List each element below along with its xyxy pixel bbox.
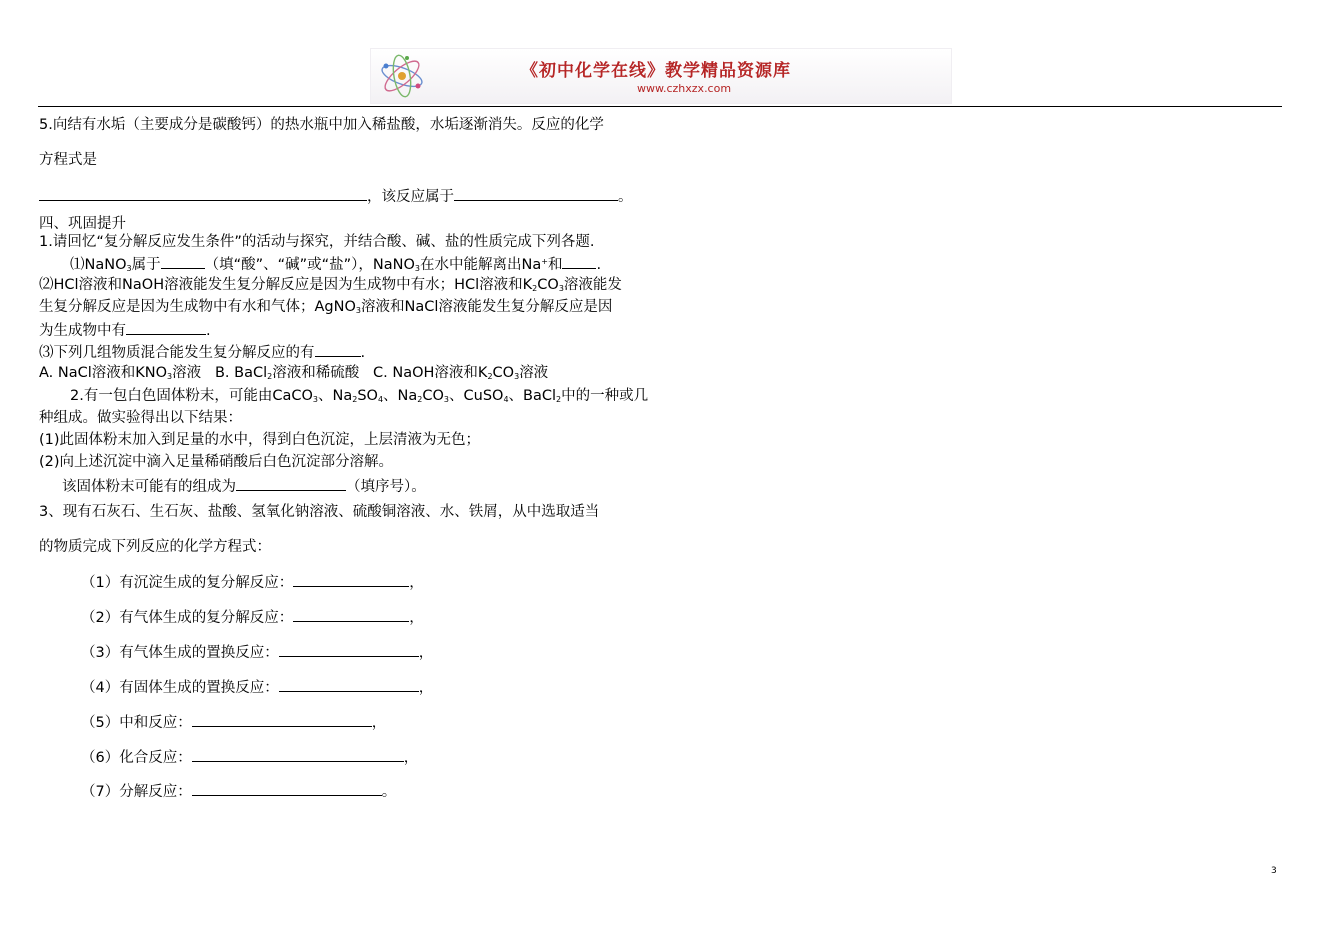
p2-line4: (2)向上述沉淀中滴入足量稀硝酸后白色沉淀部分溶解。 [39, 454, 394, 470]
p1-sub1: ⑴NaNO$_3$属于 （填“酸”、“碱”或“盐”），NaNO$_3$在水中能解离出Na+和 . [70, 254, 601, 274]
p1-sub3: ⑶下列几组物质混合能发生复分解反应的有 . [39, 342, 365, 362]
banner-title: 《初中化学在线》教学精品资源库 [521, 61, 791, 81]
header-banner [370, 48, 952, 104]
answer-blank[interactable] [279, 677, 419, 692]
q5-line2: 方程式是 [39, 152, 97, 168]
p3-line2: 的物质完成下列反应的化学方程式： [39, 539, 271, 555]
answer-blank[interactable] [126, 320, 206, 335]
answer-blank[interactable] [39, 186, 367, 201]
answer-blank[interactable] [236, 476, 346, 491]
answer-blank[interactable] [192, 712, 372, 727]
p3-item: （3）有气体生成的置换反应： ， [81, 642, 433, 662]
banner-url: www.czhxzx.com [637, 82, 732, 95]
answer-blank[interactable] [279, 642, 419, 657]
answer-blank[interactable] [293, 572, 409, 587]
p3-item: （6）化合反应： ， [81, 747, 418, 767]
answer-blank[interactable] [192, 747, 404, 762]
q5-line1: 5.向结有水垢（主要成分是碳酸钙）的热水瓶中加入稀盐酸，水垢逐渐消失。反应的化学 [39, 117, 604, 133]
header-rule [38, 106, 1282, 107]
p2-line1: 2.有一包白色固体粉末，可能由CaCO$_3$、$Na_2SO_4$、$Na_2CO_3$、CuSO$_4$、BaCl$_2$中的一种或几 [70, 388, 649, 404]
section-heading: 四、巩固提升 [39, 216, 126, 232]
p2-line2: 种组成。做实验得出以下结果： [39, 410, 242, 426]
p3-item: （7）分解反应： 。 [81, 781, 396, 801]
p3-item: （5）中和反应： ， [81, 712, 386, 732]
p3-line1: 3、现有石灰石、生石灰、盐酸、氢氧化钠溶液、硫酸铜溶液、水、铁屑，从中选取适当 [39, 504, 600, 520]
atom-logo-icon [377, 53, 427, 99]
p3-item: （4）有固体生成的置换反应： ， [81, 677, 433, 697]
p1-options: A. NaCl溶液和$KNO_3$溶液 B. BaCl$_2$溶液和稀硫酸 C. NaOH溶液和$K_2CO_3$溶液 [39, 365, 549, 381]
p1-sub2-line1: ⑵HCl溶液和NaOH溶液能发生复分解反应是因为生成物中有水；HCl溶液和$K_2CO_3$溶液能发 [39, 277, 622, 293]
p3-item: （2）有气体生成的复分解反应： ， [81, 607, 424, 627]
p3-item: （1）有沉淀生成的复分解反应： ， [81, 572, 424, 592]
answer-blank[interactable] [315, 342, 361, 357]
answer-blank[interactable] [161, 254, 205, 269]
answer-blank[interactable] [562, 254, 596, 269]
answer-blank[interactable] [454, 186, 618, 201]
q5-line3: ，该反应属于 。 [39, 186, 633, 206]
p2-line5: 该固体粉末可能有的组成为 （填序号）。 [62, 476, 426, 496]
p2-line3: (1)此固体粉末加入到足量的水中，得到白色沉淀，上层清液为无色； [39, 432, 481, 448]
p1-sub2-line2: 生复分解反应是因为生成物中有水和气体；AgNO$_3$溶液和NaCl溶液能发生复分解反应是因 [39, 299, 613, 315]
answer-blank[interactable] [293, 607, 409, 622]
answer-blank[interactable] [192, 781, 382, 796]
p1-sub2-line3: 为生成物中有 . [39, 320, 211, 340]
p1-intro: 1.请回忆“复分解反应发生条件”的活动与探究，并结合酸、碱、盐的性质完成下列各题. [39, 234, 595, 250]
page-number: 3 [1271, 866, 1277, 876]
